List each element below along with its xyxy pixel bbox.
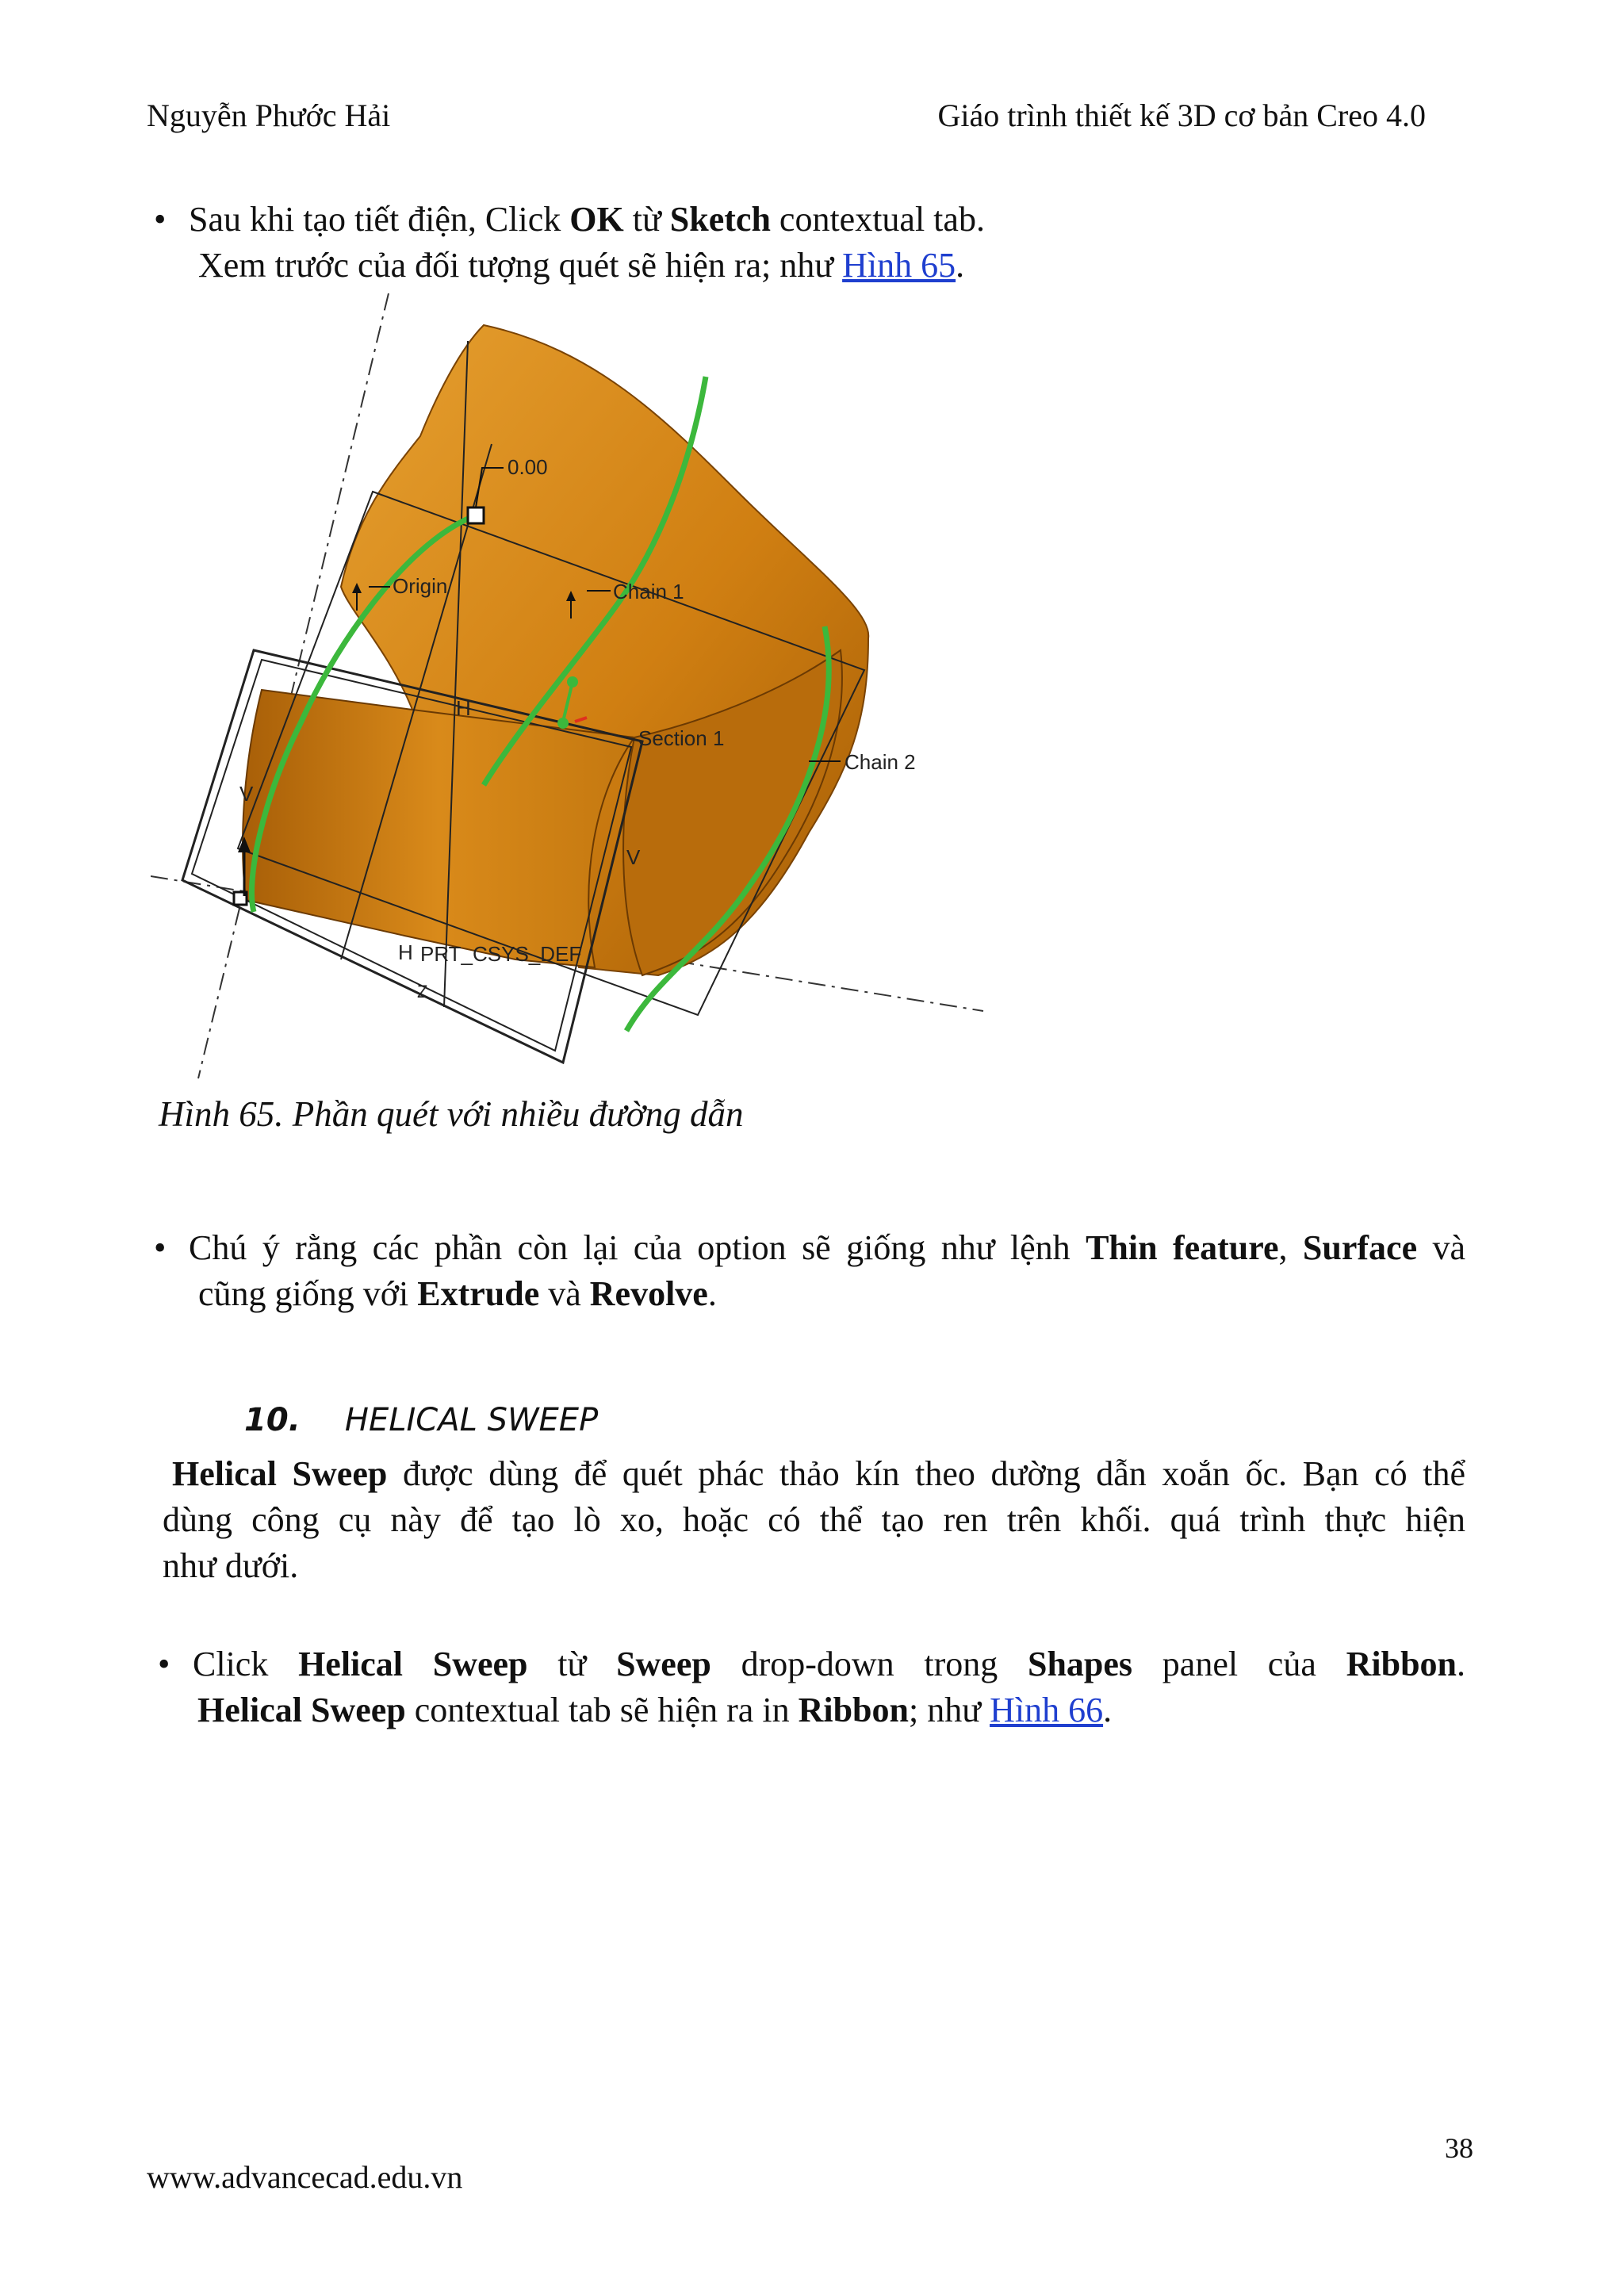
- shapes-term: Shapes: [1027, 1645, 1133, 1683]
- helical-sweep-paragraph: [163, 1451, 1465, 1589]
- header-book-title: Giáo trình thiết kế 3D cơ bản Creo 4.0: [937, 98, 1426, 133]
- section-point: [557, 718, 569, 729]
- helical-sweep-term: Helical Sweep: [197, 1691, 406, 1729]
- ribbon-term: Ribbon: [1346, 1645, 1457, 1683]
- footer-url[interactable]: www.advancecad.edu.vn: [147, 2159, 463, 2195]
- revolve-term: Revolve: [589, 1274, 708, 1313]
- section-label: Section 1: [638, 726, 725, 750]
- origin-label: Origin: [393, 574, 448, 598]
- bullet-glyph: •: [158, 1645, 170, 1683]
- section-title: HELICAL SWEEP: [344, 1402, 599, 1438]
- bullet-paragraph-ok: [154, 197, 1457, 289]
- surface-term: Surface: [1302, 1228, 1418, 1267]
- sweep-surface-front: [243, 690, 634, 967]
- figure-65-link[interactable]: Hình 65: [842, 246, 956, 285]
- page-number: 38: [1445, 2132, 1473, 2164]
- h-axis-label-bottom: H: [398, 940, 413, 964]
- section-point: [567, 676, 578, 687]
- bullet-glyph: •: [154, 200, 167, 239]
- line: cũng giống với Extrude và Revolve.: [198, 1274, 717, 1313]
- z-axis-label: Z: [417, 982, 428, 1001]
- dimension-label: 0.00: [508, 455, 548, 479]
- v-axis-label-right: V: [626, 845, 641, 869]
- line: Click Helical Sweep từ Sweep drop-down trong Shapes panel của Ribbon.: [193, 1645, 1466, 1683]
- extrude-term: Extrude: [417, 1274, 540, 1313]
- helical-sweep-term: Helical Sweep: [298, 1645, 528, 1683]
- figure-caption: Hình 65. Phần quét với nhiều đường dẫn: [159, 1094, 744, 1134]
- bullet-paragraph-note: [154, 1225, 1466, 1317]
- line: Helical Sweep được dùng để quét phác thảo kín theo dường dẫn xoắn ốc. Bạn có thể: [172, 1454, 1465, 1493]
- figure-66-link[interactable]: Hình 66: [990, 1691, 1104, 1729]
- chain2-label: Chain 2: [845, 750, 916, 774]
- h-axis-label-top: H: [456, 696, 471, 720]
- sweep-term: Sweep: [616, 1645, 711, 1683]
- line: Xem trước của đối tượng quét sẽ hiện ra; như Hình 65.: [198, 246, 965, 285]
- start-point-handle[interactable]: [468, 507, 484, 523]
- section-heading: [244, 1402, 598, 1438]
- bullet-paragraph-click: [158, 1641, 1466, 1733]
- datum-axis-left: [198, 293, 389, 1078]
- section-number: 10.: [244, 1402, 301, 1438]
- ok-term: OK: [569, 200, 624, 239]
- bullet-glyph: •: [154, 1228, 167, 1267]
- header-author: Nguyễn Phước Hải: [147, 98, 391, 133]
- chain1-label: Chain 1: [613, 580, 684, 603]
- ribbon-term: Ribbon: [798, 1691, 909, 1729]
- thin-feature-term: Thin feature: [1086, 1228, 1279, 1267]
- line: dùng công cụ này để tạo lò xo, hoặc có thể tạo ren trên khối. quá trình thực hiện: [163, 1500, 1465, 1539]
- v-axis-label-left: V: [239, 782, 254, 806]
- line: Helical Sweep contextual tab sẽ hiện ra in Ribbon; như Hình 66.: [197, 1691, 1113, 1729]
- line: như dưới.: [163, 1546, 299, 1585]
- line: Sau khi tạo tiết điện, Click OK từ Sketch contextual tab.: [189, 200, 985, 239]
- helical-sweep-term: Helical Sweep: [172, 1454, 388, 1493]
- csys-label: PRT_CSYS_DEF: [420, 942, 582, 966]
- sketch-term: Sketch: [669, 200, 771, 239]
- line: Chú ý rằng các phần còn lại của option sẽ giống như lệnh Thin feature, Surface và: [189, 1228, 1466, 1267]
- figure-65-sweep-preview: [151, 278, 1007, 1086]
